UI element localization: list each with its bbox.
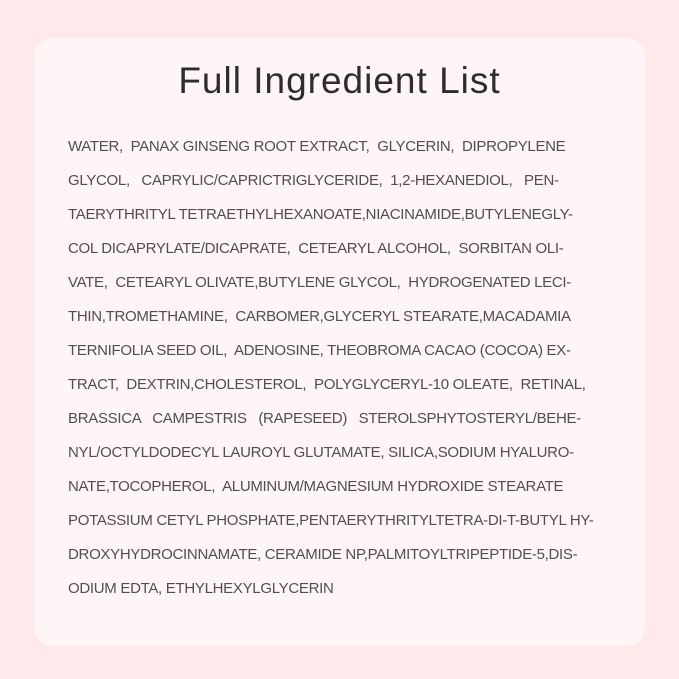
- ingredient-card: [34, 38, 645, 646]
- ingredient-line: GLYCOL, CAPRYLIC/CAPRICTRIGLYCERIDE, 1,2-HEXANEDIOL, PEN-: [68, 172, 559, 189]
- ingredient-line: POTASSIUM CETYL PHOSPHATE,PENTAERYTHRITYLTETRA-DI-T-BUTYL HY-: [68, 512, 594, 529]
- ingredient-line: BRASSICA CAMPESTRIS (RAPESEED) STEROLSPHYTOSTERYL/BEHE-: [68, 410, 581, 427]
- ingredient-line: TERNIFOLIA SEED OIL, ADENOSINE, THEOBROMA CACAO (COCOA) EX-: [68, 342, 571, 359]
- ingredient-list: [68, 130, 628, 606]
- ingredient-line: TAERYTHRITYL TETRAETHYLHEXANOATE,NIACINAMIDE,BUTYLENEGLY-: [68, 206, 573, 223]
- ingredient-line: NATE,TOCOPHEROL, ALUMINUM/MAGNESIUM HYDROXIDE STEARATE: [68, 478, 564, 495]
- ingredient-list-title: Full Ingredient List: [178, 60, 501, 101]
- ingredient-line: VATE, CETEARYL OLIVATE,BUTYLENE GLYCOL, HYDROGENATED LECI-: [68, 274, 571, 291]
- ingredient-line: TRACT, DEXTRIN,CHOLESTEROL, POLYGLYCERYL-10 OLEATE, RETINAL,: [68, 376, 586, 393]
- ingredient-line: ODIUM EDTA, ETHYLHEXYLGLYCERIN: [68, 580, 334, 597]
- ingredient-line: DROXYHYDROCINNAMATE, CERAMIDE NP,PALMITOYLTRIPEPTIDE-5,DIS-: [68, 546, 578, 563]
- ingredient-line: THIN,TROMETHAMINE, CARBOMER,GLYCERYL STEARATE,MACADAMIA: [68, 308, 571, 325]
- ingredient-line: WATER, PANAX GINSENG ROOT EXTRACT, GLYCERIN, DIPROPYLENE: [68, 138, 566, 155]
- ingredient-line: NYL/OCTYLDODECYL LAUROYL GLUTAMATE, SILICA,SODIUM HYALURO-: [68, 444, 574, 461]
- ingredient-line: COL DICAPRYLATE/DICAPRATE, CETEARYL ALCOHOL, SORBITAN OLI-: [68, 240, 564, 257]
